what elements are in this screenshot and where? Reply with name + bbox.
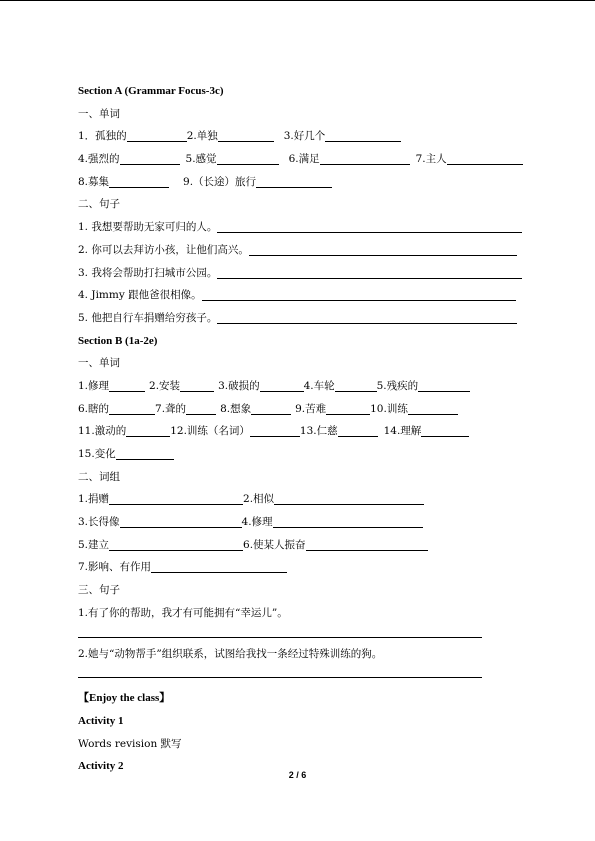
section-a-sentence-4: [78, 284, 548, 307]
answer-blank[interactable]: [447, 151, 523, 165]
section-a-words-row-1: [78, 125, 548, 148]
section-b-phrases-row-1: [78, 488, 548, 511]
answer-blank[interactable]: [127, 128, 187, 142]
phrase-label: 1.捐赠: [78, 493, 110, 506]
word-label: 8.想象: [220, 402, 252, 415]
word-label: 9.（长途）旅行: [183, 175, 257, 188]
word-label: 5.残疾的: [376, 379, 419, 392]
answer-blank[interactable]: [116, 446, 174, 460]
section-b-words-row-1: [78, 375, 548, 398]
phrase-label: 7.影响、有作用: [78, 561, 152, 574]
section-b-phrases-heading: 二、词组: [78, 470, 120, 483]
section-b-phrases-row-4: [78, 556, 548, 579]
answer-blank[interactable]: [109, 378, 145, 392]
word-label: 14.理解: [383, 425, 422, 438]
word-label: 7.聋的: [155, 402, 187, 415]
word-label: 2.安装: [149, 379, 181, 392]
phrase-label: 5.建立: [78, 538, 110, 551]
section-a-title: Section A (Grammar Focus-3c): [78, 85, 224, 97]
answer-blank[interactable]: [250, 423, 300, 437]
answer-line[interactable]: [78, 625, 482, 638]
answer-blank[interactable]: [273, 514, 423, 528]
activity-2-title: Activity 2: [78, 760, 124, 773]
word-label: 4.强烈的: [78, 153, 120, 166]
activity-1-title: Activity 1: [78, 714, 124, 727]
answer-blank[interactable]: [326, 401, 370, 415]
section-a-words-row-3: [78, 171, 548, 194]
sentence-text: 3. 我将会帮助打扫城市公园。: [78, 266, 218, 279]
word-label: 3.破损的: [218, 379, 260, 392]
answer-blank[interactable]: [217, 219, 522, 233]
sentence-text: 5. 他把自行车捐赠给穷孩子。: [78, 311, 218, 324]
answer-blank[interactable]: [251, 401, 291, 415]
word-label: 6.瞎的: [78, 402, 110, 415]
word-label: 13.仁慈: [299, 425, 338, 438]
answer-blank[interactable]: [217, 310, 517, 324]
answer-blank[interactable]: [408, 401, 458, 415]
word-label: 8.募集: [78, 175, 110, 188]
answer-blank[interactable]: [218, 128, 274, 142]
answer-blank[interactable]: [151, 559, 287, 573]
phrase-label: 2.相似: [243, 493, 275, 506]
answer-blank[interactable]: [109, 174, 169, 188]
section-a-sentence-2: [78, 239, 548, 262]
answer-blank[interactable]: [274, 491, 424, 505]
word-label: 1.修理: [78, 379, 110, 392]
answer-line[interactable]: [78, 665, 482, 678]
word-label: 11.激动的: [78, 425, 127, 438]
sentence-text: 4. Jimmy 跟他爸很相像。: [78, 289, 202, 302]
section-a-sentence-5: [78, 307, 548, 330]
word-label: 4.车轮: [303, 379, 335, 392]
section-b-sentences-heading: 三、句子: [78, 584, 120, 597]
word-label: 3.好几个: [283, 130, 326, 143]
enjoy-title: 【Enjoy the class】: [78, 692, 171, 705]
phrase-label: 4.修理: [241, 516, 273, 529]
worksheet: [78, 80, 548, 778]
answer-blank[interactable]: [180, 378, 214, 392]
answer-blank[interactable]: [109, 401, 155, 415]
phrase-label: 6.使某人振奋: [243, 538, 306, 551]
answer-blank[interactable]: [120, 151, 180, 165]
answer-blank[interactable]: [186, 401, 216, 415]
answer-blank[interactable]: [260, 378, 304, 392]
word-label: 5.感觉: [185, 153, 217, 166]
section-b-words-row-4: [78, 443, 548, 466]
section-a-words-row-2: [78, 148, 548, 171]
answer-blank[interactable]: [109, 491, 243, 505]
answer-blank[interactable]: [256, 174, 332, 188]
answer-blank[interactable]: [335, 378, 377, 392]
section-b-words-row-3: [78, 420, 548, 443]
answer-blank[interactable]: [249, 242, 517, 256]
section-a-sentence-3: [78, 262, 548, 285]
answer-blank[interactable]: [217, 151, 279, 165]
answer-blank[interactable]: [306, 537, 428, 551]
section-b-sentence-2: 2.她与“动物帮手”组织联系，试图给我找一条经过特殊训练的狗。: [78, 647, 383, 660]
section-b-sentence-1-answer[interactable]: [78, 625, 548, 643]
answer-blank[interactable]: [320, 151, 410, 165]
page-number: 2 / 6: [288, 770, 307, 780]
word-label: 10.训练: [370, 402, 408, 415]
answer-blank[interactable]: [338, 423, 378, 437]
answer-blank[interactable]: [120, 514, 242, 528]
section-a-sentence-1: [78, 216, 548, 239]
answer-blank[interactable]: [217, 265, 522, 279]
sentence-text: 2. 你可以去拜访小孩，让他们高兴。: [78, 243, 249, 256]
section-b-words-row-2: [78, 398, 548, 421]
section-b-sentence-1: 1.有了你的帮助，我才有可能拥有“幸运儿”。: [78, 606, 288, 619]
answer-blank[interactable]: [418, 378, 470, 392]
top-rule: [0, 0, 595, 1]
section-b-phrases-row-3: [78, 534, 548, 557]
word-label: 9.苦难: [295, 402, 327, 415]
section-b-words-heading: 一、单词: [78, 357, 120, 370]
section-a-words-heading: 一、单词: [78, 107, 120, 120]
word-label: 7.主人: [415, 153, 447, 166]
section-b-title: Section B (1a-2e): [78, 334, 158, 347]
section-b-phrases-row-2: [78, 511, 548, 534]
answer-blank[interactable]: [421, 423, 469, 437]
word-label: 1．孤独的: [78, 130, 127, 143]
answer-blank[interactable]: [202, 287, 516, 301]
answer-blank[interactable]: [109, 537, 243, 551]
section-a-sentences-heading: 二、句子: [78, 198, 120, 211]
word-label: 12.训练（名词）: [170, 425, 250, 438]
answer-blank[interactable]: [126, 423, 170, 437]
word-label: 2.单独: [186, 130, 218, 143]
phrase-label: 3.长得像: [78, 516, 120, 529]
word-label: 6.满足: [288, 153, 320, 166]
section-b-sentence-2-answer[interactable]: [78, 665, 548, 683]
sentence-text: 1. 我想要帮助无家可归的人。: [78, 221, 218, 234]
answer-blank[interactable]: [325, 128, 401, 142]
activity-1-text: Words revision 默写: [78, 737, 182, 750]
word-label: 15.变化: [78, 448, 116, 460]
